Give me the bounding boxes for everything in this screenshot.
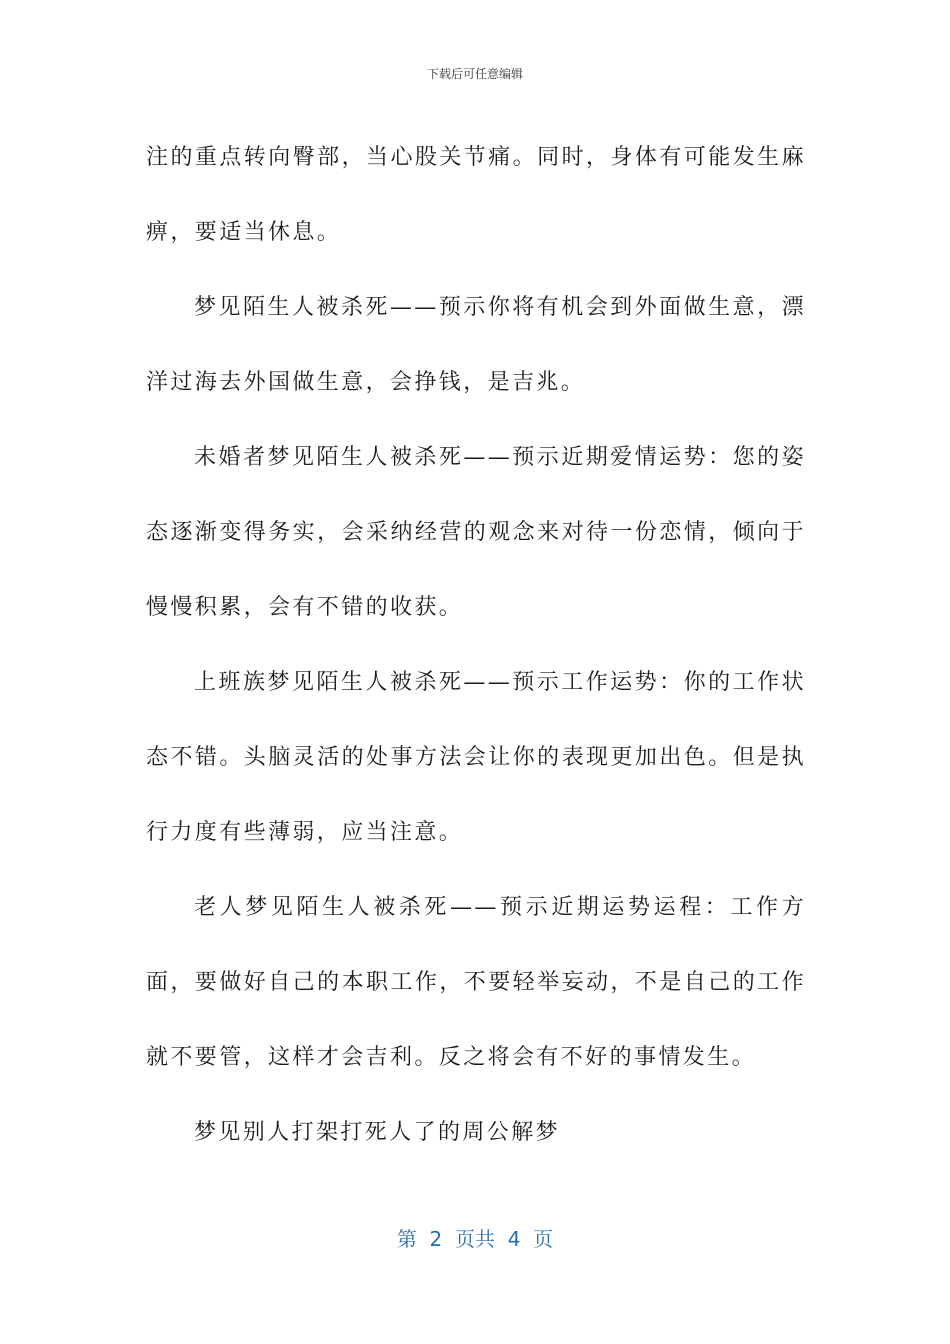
paragraph-office-worker: 上班族梦见陌生人被杀死——预示工作运势：你的工作状态不错。头脑灵活的处事方法会让你的表现更加出色。但是执行力度有些薄弱，应当注意。 (146, 670, 806, 845)
paragraph-continuation: 注的重点转向臀部，当心股关节痛。同时，身体有可能发生麻痹，要适当休息。 (146, 145, 806, 245)
section-heading: 梦见别人打架打死人了的周公解梦 (194, 1120, 561, 1145)
paragraph-elderly: 老人梦见陌生人被杀死——预示近期运势运程：工作方面，要做好自己的本职工作，不要轻举妄动，不是自己的工作就不要管，这样才会吉利。反之将会有不好的事情发生。 (146, 895, 806, 1070)
page-number: 第 2 页共 4 页 (396, 1227, 554, 1251)
page-header-note: 下载后可任意编辑 (426, 67, 523, 81)
document-body (146, 120, 806, 1170)
paragraph-stranger-killed: 梦见陌生人被杀死——预示你将有机会到外面做生意，漂洋过海去外国做生意，会挣钱，是吉兆。 (146, 295, 806, 395)
paragraph-unmarried: 未婚者梦见陌生人被杀死——预示近期爱情运势：您的姿态逐渐变得务实，会采纳经营的观念来对待一份恋情，倾向于慢慢积累，会有不错的收获。 (146, 445, 806, 620)
